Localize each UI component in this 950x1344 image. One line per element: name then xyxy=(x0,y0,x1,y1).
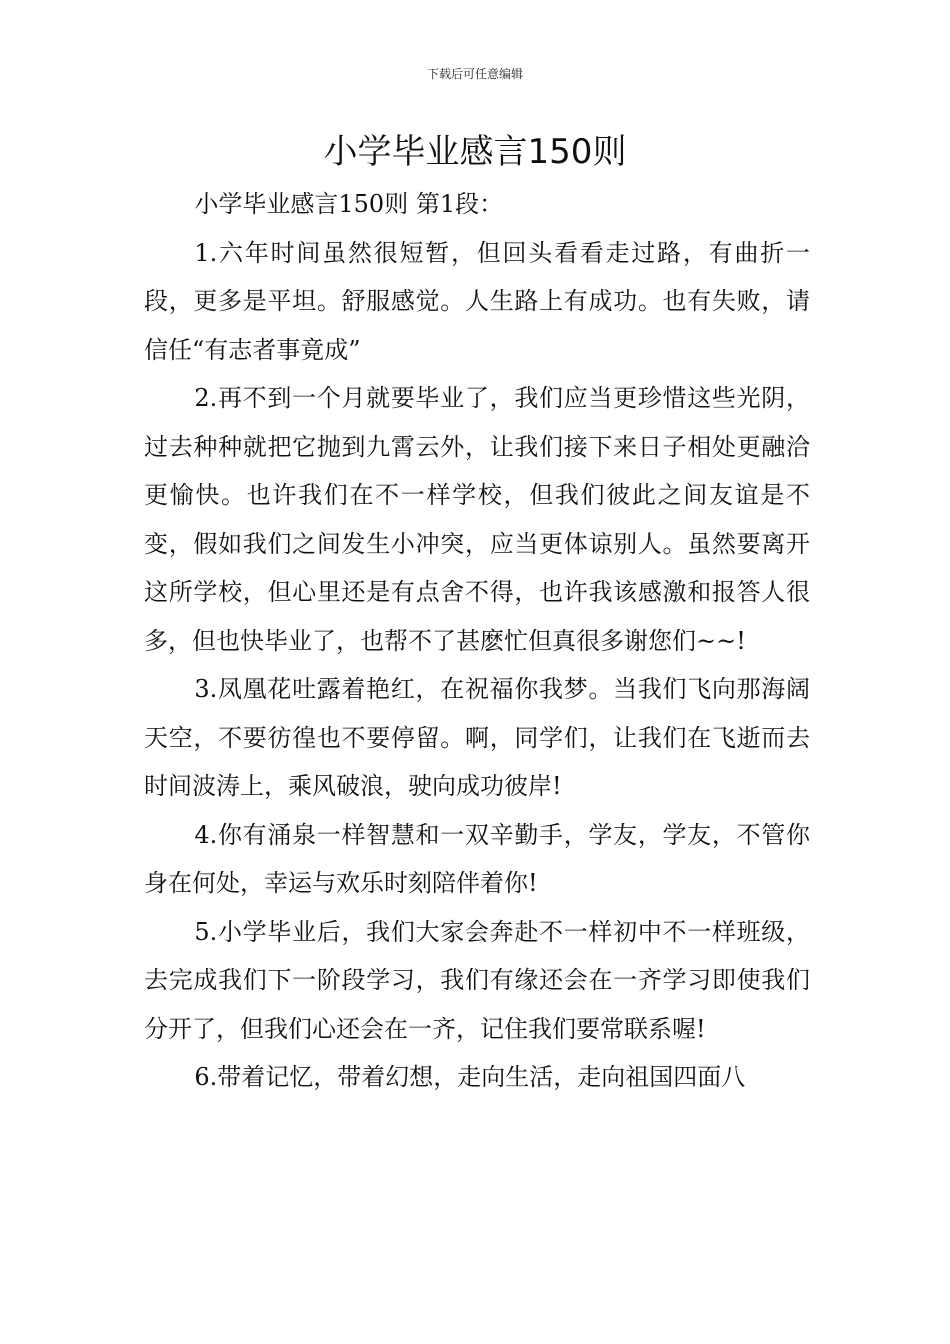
paragraph-6: 6.带着记忆，带着幻想，走向生活，走向祖国四面八 xyxy=(194,1063,746,1091)
paragraph-3: 3.凤凰花吐露着艳红，在祝福你我梦。当我们飞向那海阔天空，不要彷徨也不要停留。啊，同学们，让我们在飞逝而去时间波涛上，乘风破浪，驶向成功彼岸! xyxy=(144,675,810,800)
document-title: 小学毕业感言150则 xyxy=(323,132,627,172)
section-subheading: 小学毕业感言150则 第1段： xyxy=(194,190,504,218)
page-header-note: 下载后可任意编辑 xyxy=(426,67,523,81)
paragraph-4: 4.你有涌泉一样智慧和一双辛勤手，学友，学友，不管你身在何处，幸运与欢乐时刻陪伴着你! xyxy=(144,820,810,897)
paragraph-1: 1.六年时间虽然很短暂，但回头看看走过路，有曲折一段，更多是平坦。舒服感觉。人生路上有成功。也有失败，请信任“有志者事竟成” xyxy=(144,238,810,364)
document-body xyxy=(144,180,810,1102)
paragraph-5: 5.小学毕业后，我们大家会奔赴不一样初中不一样班级，去完成我们下一阶段学习，我们有缘还会在一齐学习即使我们分开了，但我们心还会在一齐，记住我们要常联系喔! xyxy=(144,917,810,1043)
paragraph-2: 2.再不到一个月就要毕业了，我们应当更珍惜这些光阴，过去种种就把它抛到九霄云外，让我们接下来日子相处更融洽更愉快。也许我们在不一样学校，但我们彼此之间友谊是不变，假如我们之间发生小冲突，应当更体谅别人。虽然要离开这所学校，但心里还是有点舍不得，也许我该感激和报答人很多，但也快毕业了，也帮不了甚麽忙但真很多谢您们~~! xyxy=(144,384,810,655)
